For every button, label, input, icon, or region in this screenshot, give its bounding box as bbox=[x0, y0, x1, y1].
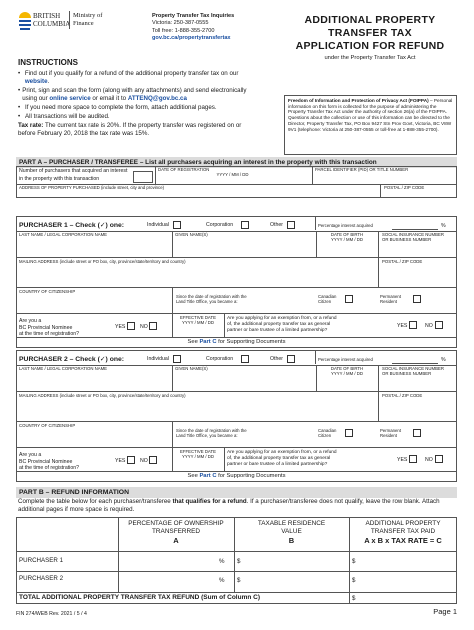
row-2-pct: % bbox=[219, 577, 225, 584]
refund-row-label-1: PURCHASER 1 bbox=[19, 557, 64, 564]
p1-exempt-no-label: NO bbox=[425, 323, 433, 329]
col-a-header: PERCENTAGE OF OWNERSHIP TRANSFERRED A bbox=[128, 520, 224, 545]
p2-nominee-yes-label: YES bbox=[115, 458, 126, 464]
property-postal-label: POSTAL / ZIP CODE bbox=[384, 185, 425, 190]
checkmark-icon: ✓ bbox=[99, 355, 106, 363]
p1-corporation-checkbox[interactable] bbox=[241, 221, 249, 229]
p1-exempt-yes-checkbox[interactable] bbox=[409, 321, 417, 329]
p2-given-names-label: GIVEN NAME(S) bbox=[175, 366, 208, 371]
part-a-bar: PART A – PURCHASER / TRANSFEREE – List all purchasers acquiring an interest in the property with this transaction bbox=[16, 157, 457, 168]
p2-see-part-c: See Part C for Supporting Documents bbox=[187, 473, 286, 479]
pid-label: PARCEL IDENTIFIER (PID) OR TITLE NUMBER bbox=[315, 167, 409, 172]
inquiries-title: Property Transfer Tax Inquiries bbox=[152, 13, 235, 19]
instructions-heading: INSTRUCTIONS bbox=[18, 58, 78, 67]
p2-part-c-link[interactable]: Part C bbox=[199, 473, 217, 479]
foippa-notice: Freedom of Information and Protection of Privacy Act (FOIPPA) – Personal information on this form is collected for the purpose of administering the Property Transfer Tax Act under the authority of section 26(a) of the FOIPPA. Questions about the collection or use of this information can be directed to the Director, Property Transfer Tax, PO Box 9427 Stn Prov Govt, Victoria, BC V8W 9V1 (telephone: Victoria at 250-387-0555 or toll-free at 1-888-355-2700). bbox=[284, 95, 457, 155]
p1-nominee-no-checkbox[interactable] bbox=[149, 322, 157, 330]
logo-text-columbia: COLUMBIA bbox=[33, 20, 71, 29]
p2-nominee-no-checkbox[interactable] bbox=[149, 456, 157, 464]
p2-since-label: Since the date of registration with the Land Title Office, you became a: bbox=[176, 428, 247, 439]
p2-nominee-label: Are you a BC Provincial Nominee at the time of registration? bbox=[19, 452, 79, 471]
p2-exempt-label: Are you applying for an exemption from, or a refund of, the additional property transfer tax as general partner or bare trustee of a limited partnership? bbox=[227, 450, 337, 467]
p2-nominee-no-label: NO bbox=[140, 458, 148, 464]
p1-part-c-link[interactable]: Part C bbox=[199, 339, 217, 345]
p1-pct-sign: % bbox=[441, 223, 446, 229]
p1-given-names-label: GIVEN NAME(S) bbox=[175, 232, 208, 237]
logo-divider bbox=[69, 11, 70, 29]
instruction-4: All transactions will be audited. bbox=[25, 113, 110, 121]
p2-pct-interest-label: Percentage interest acquired bbox=[318, 357, 373, 362]
p1-nominee-label: Are you a BC Provincial Nominee at the time of registration? bbox=[19, 318, 79, 337]
total-refund-label: TOTAL ADDITIONAL PROPERTY TRANSFER TAX REFUND (Sum of Column C) bbox=[19, 594, 260, 601]
property-address-label: ADDRESS OF PROPERTY PURCHASED (include street, city and province) bbox=[19, 185, 165, 190]
p1-nominee-yes-label: YES bbox=[115, 324, 126, 330]
instruction-3: If you need more space to complete the form, attach additional pages. bbox=[25, 104, 217, 112]
instruction-1: Find out if you qualify for a refund of the additional property transfer tax on our website. bbox=[24, 70, 239, 86]
p1-type-corporation-label: Corporation bbox=[206, 222, 234, 228]
p1-type-other-label: Other bbox=[270, 222, 283, 228]
p1-last-name-label: LAST NAME / LEGAL CORPORATION NAME bbox=[19, 232, 108, 237]
p1-type-individual-label: Individual bbox=[147, 222, 169, 228]
bc-sun-logo-icon bbox=[18, 9, 32, 31]
p2-nominee-yes-checkbox[interactable] bbox=[127, 456, 135, 464]
p2-exempt-no-checkbox[interactable] bbox=[435, 455, 443, 463]
purchaser-2-heading: PURCHASER 2 – Check (✓) one: bbox=[19, 355, 125, 363]
website-link-inline[interactable]: website bbox=[24, 78, 48, 86]
row-1-dollar-c: $ bbox=[352, 558, 356, 565]
row-1-dollar-b: $ bbox=[237, 558, 241, 565]
p1-citizenship-label: COUNTRY OF CITIZENSHIP bbox=[19, 289, 76, 294]
checkmark-icon: ✓ bbox=[99, 221, 106, 229]
form-title: ADDITIONAL PROPERTY TRANSFER TAX APPLICATION FOR REFUND bbox=[295, 14, 445, 53]
p1-permanent-checkbox[interactable] bbox=[413, 295, 421, 303]
p1-since-label: Since the date of registration with the Land Title Office, you became a: bbox=[176, 294, 247, 305]
p2-pct-sign: % bbox=[441, 357, 446, 363]
victoria-phone: Victoria: 250-387-0555 bbox=[152, 20, 209, 27]
part-b-bar: PART B – REFUND INFORMATION bbox=[16, 487, 457, 498]
total-dollar: $ bbox=[352, 595, 356, 602]
p1-nominee-no-label: NO bbox=[140, 324, 148, 330]
p1-permanent-label: Permanent Resident bbox=[380, 294, 402, 305]
p2-corporation-checkbox[interactable] bbox=[241, 355, 249, 363]
p2-postal-label: POSTAL / ZIP CODE bbox=[382, 393, 423, 398]
p1-effective-date-label: EFFECTIVE DATE YYYY / MM / DD bbox=[180, 315, 216, 326]
p2-sin-label: SOCIAL INSURANCE NUMBER OR BUSINESS NUMBER bbox=[382, 366, 444, 377]
purchaser-1-heading: PURCHASER 1 – Check (✓) one: bbox=[19, 221, 125, 229]
p1-sin-label: SOCIAL INSURANCE NUMBER OR BUSINESS NUMBER bbox=[382, 232, 444, 243]
p2-dob-label: DATE OF BIRTH YYYY / MM / DD bbox=[330, 366, 364, 377]
p2-permanent-checkbox[interactable] bbox=[413, 429, 421, 437]
row-2-dollar-c: $ bbox=[352, 577, 356, 584]
p1-mailing-label: MAILING ADDRESS (include street or PO box, city, province/state/territory and country) bbox=[19, 259, 186, 264]
p2-type-other-label: Other bbox=[270, 356, 283, 362]
p2-canadian-checkbox[interactable] bbox=[345, 429, 353, 437]
form-id: FIN 274/WEB Rev. 2021 / 5 / 4 bbox=[16, 611, 87, 617]
tollfree-phone: Toll free: 1-888-355-2700 bbox=[152, 27, 215, 34]
p1-pct-interest-label: Percentage interest acquired bbox=[318, 223, 373, 228]
p1-nominee-yes-checkbox[interactable] bbox=[127, 322, 135, 330]
email-link[interactable]: ATTENQ@gov.bc.ca bbox=[127, 95, 187, 103]
part-b-intro: Complete the table below for each purchaser/transferee that qualifies for a refund. If a purchaser/transferee does not qualify, leave the row blank. Attach additional pages if more space is required. bbox=[18, 498, 440, 514]
p1-pct-interest-input[interactable] bbox=[392, 229, 438, 230]
p2-citizenship-label: COUNTRY OF CITIZENSHIP bbox=[19, 423, 76, 428]
num-purchasers-input[interactable] bbox=[133, 171, 153, 183]
p2-permanent-label: Permanent Resident bbox=[380, 428, 402, 439]
p2-canadian-label: Canadian Citizen bbox=[318, 428, 337, 439]
p2-mailing-label: MAILING ADDRESS (include street or PO box, city, province/state/territory and country) bbox=[19, 393, 186, 398]
website-link[interactable]: gov.bc.ca/propertytransfertax bbox=[152, 34, 231, 41]
p2-pct-interest-input[interactable] bbox=[392, 363, 438, 364]
p1-individual-checkbox[interactable] bbox=[173, 221, 181, 229]
p2-other-checkbox[interactable] bbox=[287, 355, 295, 363]
p2-individual-checkbox[interactable] bbox=[173, 355, 181, 363]
p2-exempt-yes-label: YES bbox=[397, 457, 408, 463]
p2-exempt-no-label: NO bbox=[425, 457, 433, 463]
online-service-link[interactable]: online service bbox=[49, 95, 91, 103]
logo-text-british: BRITISH bbox=[33, 12, 61, 20]
col-c-header: ADDITIONAL PROPERTY TRANSFER TAX PAID A x B x TAX RATE = C bbox=[364, 520, 442, 545]
p1-postal-label: POSTAL / ZIP CODE bbox=[382, 259, 423, 264]
p1-dob-label: DATE OF BIRTH YYYY / MM / DD bbox=[330, 232, 364, 243]
p2-exempt-yes-checkbox[interactable] bbox=[409, 455, 417, 463]
num-purchasers-label: Number of purchasers that acquired an interest in the property with this transaction bbox=[19, 168, 128, 182]
p1-canadian-label: Canadian Citizen bbox=[318, 294, 337, 305]
refund-row-label-2: PURCHASER 2 bbox=[19, 575, 64, 582]
col-b-header: TAXABLE RESIDENCE VALUE B bbox=[257, 520, 326, 545]
p1-canadian-checkbox[interactable] bbox=[345, 295, 353, 303]
ministry-name: Ministry of Finance bbox=[73, 12, 103, 27]
date-registration-label: DATE OF REGISTRATION YYYY / MM / DD bbox=[158, 167, 249, 178]
form-subtitle: under the Property Transfer Tax Act bbox=[324, 55, 416, 61]
logo-text bbox=[33, 12, 70, 28]
row-1-pct: % bbox=[219, 558, 225, 565]
p2-last-name-label: LAST NAME / LEGAL CORPORATION NAME bbox=[19, 366, 108, 371]
p1-see-part-c: See Part C for Supporting Documents bbox=[187, 339, 286, 345]
row-2-dollar-b: $ bbox=[237, 577, 241, 584]
p2-type-corporation-label: Corporation bbox=[206, 356, 234, 362]
tax-rate-note: Tax rate: The current tax rate is 20%. If the property transfer was registered on or before February 20, 2018 the tax rate was 15%. bbox=[18, 122, 242, 138]
p1-exempt-yes-label: YES bbox=[397, 323, 408, 329]
p2-type-individual-label: Individual bbox=[147, 356, 169, 362]
p1-other-checkbox[interactable] bbox=[287, 221, 295, 229]
p2-effective-date-label: EFFECTIVE DATE YYYY / MM / DD bbox=[180, 449, 216, 460]
p1-exempt-label: Are you applying for an exemption from, or a refund of, the additional property transfer tax as general partner or bare trustee of a limited partnership? bbox=[227, 316, 337, 333]
instruction-2: Print, sign and scan the form (along with any attachments) and send electronically using our online service or email it to ATTENQ@gov.bc.ca bbox=[22, 87, 247, 103]
inquiries-block bbox=[152, 13, 234, 42]
page-number: Page 1 bbox=[433, 607, 457, 616]
p1-exempt-no-checkbox[interactable] bbox=[435, 321, 443, 329]
instructions-list: • Find out if you qualify for a refund of the additional property transfer tax on our website. • Print, sign and scan the form (along with any attachments) and send electronically using our online service or email it to ATTENQ@gov.bc.ca • If you need more space to complete the form, attach additional pages. • All transactions will be audited. Tax rate: The current tax rate is 20%. If the property transfer was registered on or before February 20, 2018 the tax rate was 15%. bbox=[18, 70, 258, 139]
